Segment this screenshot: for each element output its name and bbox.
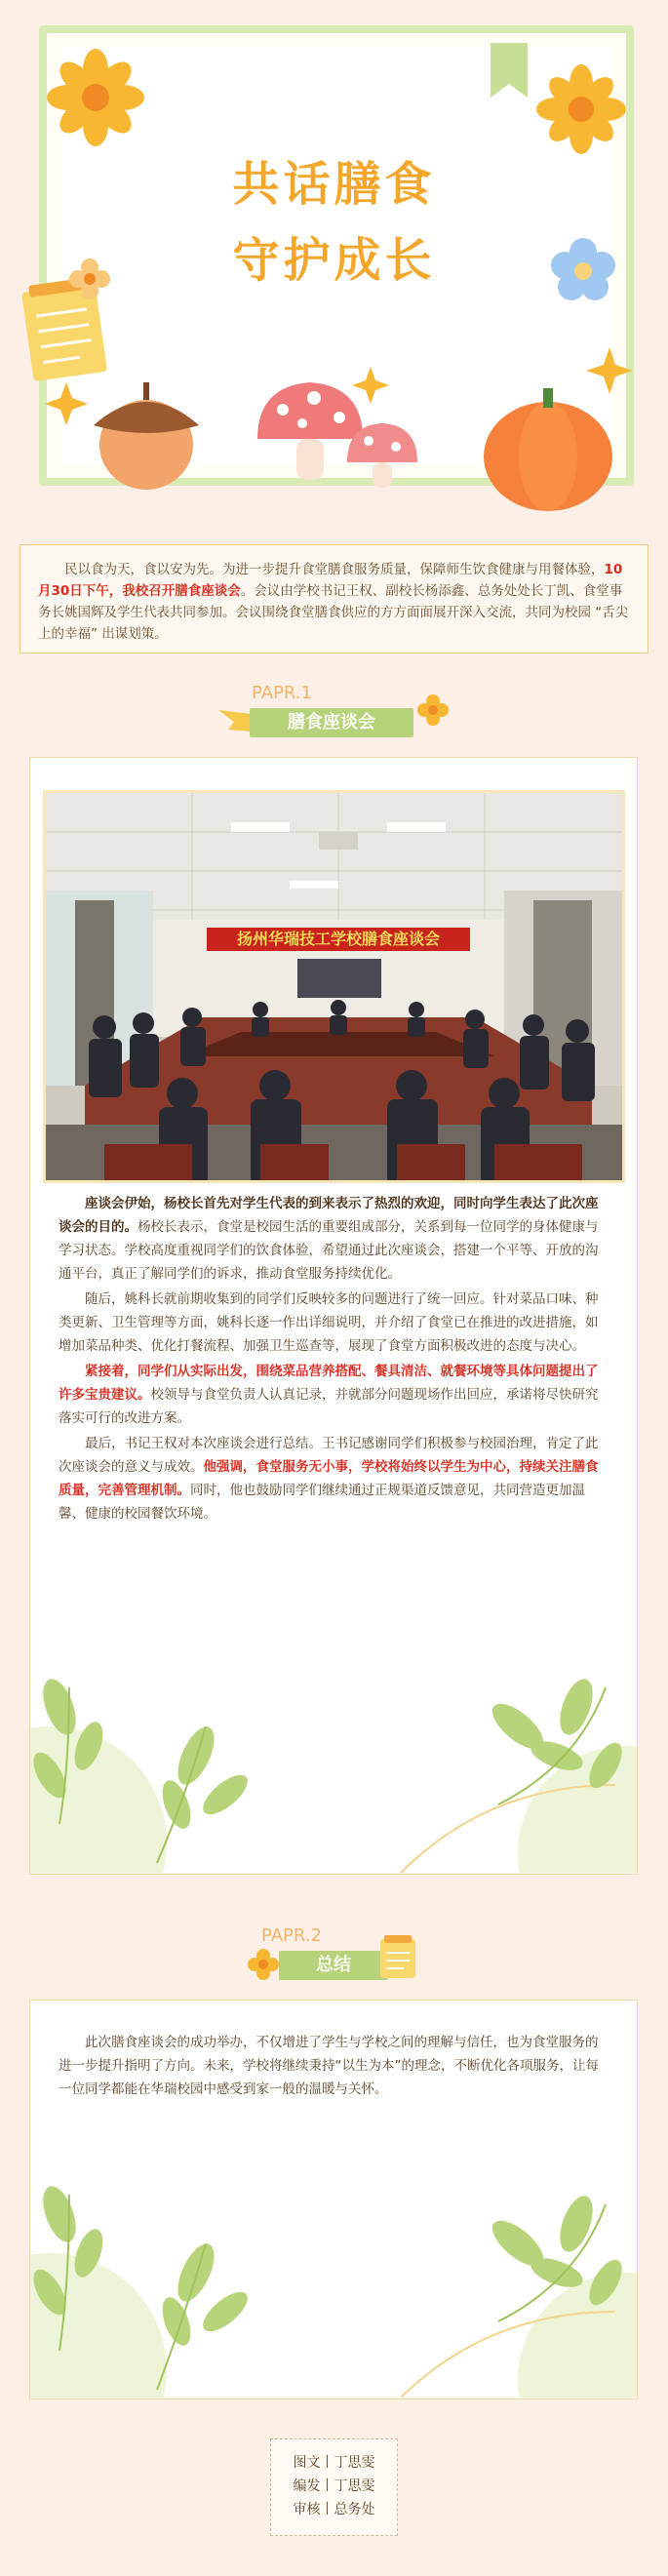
credit-photo-text: 图文丨丁思雯 [293, 2455, 375, 2471]
sparkle-icon [352, 367, 389, 404]
section1-p4-highlight: 他强调，食堂服务无小事，学校将始终以学生为中心，持续关注膳食质量，完善管理机制。 [59, 1459, 599, 1498]
meeting-room-illustration [46, 793, 625, 1183]
mushroom-icon [257, 382, 363, 480]
page-title-line1: 共话膳食 [232, 157, 436, 212]
section1-paragraph-2: 随后，姚科长就前期收集到的同学们反映较多的问题进行了统一回应。针对菜品口味、种类更新、卫生管理等方面，姚科长逐一作出详细说明，并介绍了食堂已在推进的改进措施，如增加菜品种类、优化打餐流程、加强卫生巡查等，展现了食堂方面积极改进的态度与决心。 [59, 1291, 599, 1354]
section1-paragraph-3 [59, 1360, 609, 1430]
leaves-decoration [30, 2156, 637, 2398]
credits-box [270, 2438, 398, 2536]
meeting-banner-text: 扬州华瑞技工学校膳食座谈会 [236, 930, 440, 948]
mushroom-icon [347, 423, 417, 488]
sparkle-icon [45, 382, 88, 425]
section1-body [59, 1192, 609, 1527]
section1-p4-b: 同时，他也鼓励同学们继续通过正规渠道反馈意见，共同营造更加温馨、健康的校园餐饮环境。 [59, 1483, 585, 1522]
flower-icon [47, 49, 144, 146]
pumpkin-icon [484, 388, 612, 511]
section1-title: 膳食座谈会 [250, 708, 413, 737]
section1-p3-highlight: 紧接着，同学们从实际出发，围绕菜品营养搭配、餐具清洁、就餐环境等具体问题提出了许多宝贵建议。 [59, 1364, 599, 1403]
sparkle-icon [586, 347, 633, 394]
header-banner [0, 0, 668, 527]
ribbon-tail-icon [215, 700, 254, 739]
section1-paragraph-4 [59, 1432, 609, 1526]
section1-label: PAPR.1 [252, 683, 312, 703]
intro-text-highlight: 10月30日下午，我校召开膳食座谈会 [38, 562, 623, 599]
section2-body [59, 2031, 609, 2103]
section2-paragraph-1: 此次膳食座谈会的成功举办，不仅增进了学生与学校之间的理解与信任，也为食堂服务的进一步提升指明了方向。未来，学校将继续秉持“以生为本”的理念，不断优化各项服务，让每一位同学都能在华瑞校园中感受到家一般的温暖与关怀。 [59, 2035, 599, 2097]
intro-paragraph [20, 544, 648, 654]
section1-p1-bold: 座谈会伊始，杨校长首先对学生代表的到来表示了热烈的欢迎，同时向学生表达了此次座谈会的目的。 [59, 1196, 599, 1235]
intro-text-b: 。会议由学校书记王权、副校长杨添鑫、总务处处长丁凯、食堂事务长姚国辉及学生代表共同参加。会议围绕食堂膳食供应的方方面面展开深入交流，共同为校园 “舌尖上的幸福” 出谋划策。 [38, 583, 629, 642]
page-title-line2: 守护成长 [232, 233, 436, 288]
section2-title: 总结 [279, 1951, 388, 1980]
acorn-icon [94, 382, 199, 490]
flower-icon [246, 1947, 281, 1982]
leaves-decoration [30, 1648, 637, 1873]
meeting-photo [43, 790, 625, 1183]
ribbon-icon [491, 43, 528, 98]
section1-p1-rest: 杨校长表示，食堂是校园生活的重要组成部分，关系到每一位同学的身体健康与学习状态。学校高度重视同学们的饮食体验，希望通过此次座谈会，搭建一个平等、开放的沟通平台，真正了解同学们的诉求，推动食堂服务持续优化。 [59, 1219, 599, 1282]
section1-p4-a: 最后，书记王权对本次座谈会进行总结。王书记感谢同学们积极参与校园治理，肯定了此次座谈会的意义与成效。 [59, 1436, 599, 1475]
credit-reviewer: 审核丨总务处 [293, 2502, 375, 2517]
credit-editor: 编发丨丁思雯 [293, 2478, 375, 2494]
intro-text-a: 民以食为天，食以安为先。为进一步提升食堂膳食服务质量，保障师生饮食健康与用餐体验， [64, 562, 605, 577]
section1-p3-rest: 校领导与食堂负责人认真记录，并就部分问题现场作出回应，承诺将尽快研究落实可行的改进方案。 [59, 1387, 599, 1426]
flower-icon [536, 64, 626, 154]
section2-label: PAPR.2 [261, 1925, 322, 1946]
section1-paragraph-1 [59, 1192, 609, 1286]
notebook-icon [374, 1931, 425, 1982]
flower-icon [415, 693, 451, 728]
